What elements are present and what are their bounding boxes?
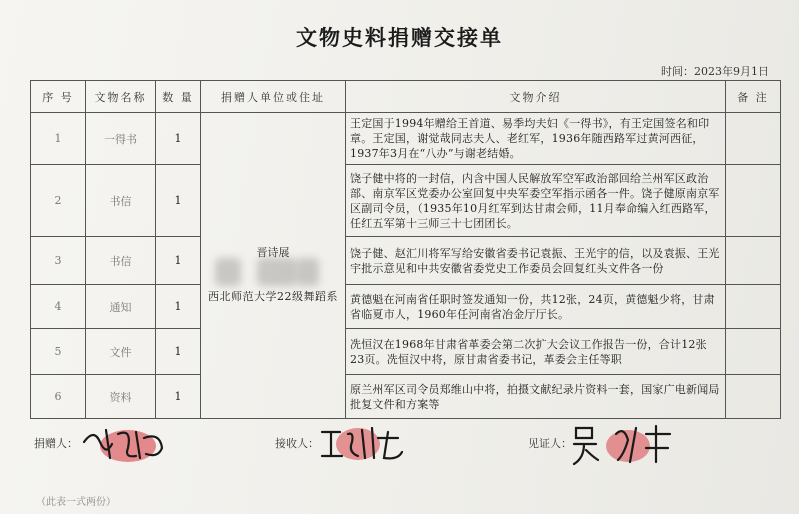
row-intro: 黄德魁在河南省任职时签发通知一份，共12张，24页，黄德魁少将，甘肃省临夏市人，1960年任河南省冶金厅厅长。 (346, 285, 726, 329)
donor-sig-label: 捐赠人： (34, 437, 78, 450)
row-intro: 王定国于1994年赠给王首道、易季均夫妇《一得书》，有王定国签名和印章。王定国，谢觉哉同志夫人、老红军，1936年随西路军过黄河西征，1937年3月在“八办”与谢老结婚。 (346, 113, 726, 165)
header-donor: 捐赠人单位或住址 (201, 81, 346, 113)
donor-name: 晋诗展 (256, 245, 290, 259)
receiver-signature-image (318, 422, 408, 466)
document-date: 时间：2023年9月1日 (661, 65, 769, 78)
row-qty: 1 (156, 165, 201, 237)
header-note: 备 注 (726, 81, 781, 113)
witness-sig-label: 见证人： (528, 437, 572, 450)
row-seq: 3 (31, 237, 86, 285)
table-row (31, 375, 781, 419)
table-row (31, 113, 781, 165)
row-intro: 冼恒汉在1968年甘肃省革委会第二次扩大会议工作报告一份，合计12张23页。冼恒汉中将，原甘肃省委书记，革委会主任等职 (346, 329, 726, 375)
receiver-sig-label: 接收人： (275, 437, 319, 450)
row-seq: 2 (31, 165, 86, 237)
row-name: 文件 (86, 329, 156, 375)
row-intro: 饶子健中将的一封信，内含中国人民解放军空军政治部回给兰州军区政治部、南京军区党委办公室回复中央军委空军指示函各一件。饶子健原南京军区副司令员，（1935年10月红军到达甘肃会师，11月奉命编入红西路军，任红五军第十三师三十七团团长。 (346, 165, 726, 237)
row-intro: 原兰州军区司令员郑维山中将，拍摄文献纪录片资料一套，国家广电新闻局批复文件和方案等 (346, 375, 726, 419)
header-name: 文物名称 (86, 81, 156, 113)
row-seq: 6 (31, 375, 86, 419)
header-intro: 文物介绍 (346, 81, 726, 113)
row-name: 书信 (86, 237, 156, 285)
donation-table (30, 80, 781, 419)
row-seq: 1 (31, 113, 86, 165)
witness-signature-image (572, 420, 682, 468)
document-title: 文物史料捐赠交接单 (296, 25, 503, 50)
row-seq: 5 (31, 329, 86, 375)
row-name: 资料 (86, 375, 156, 419)
donor-unit: 西北师范大学22级舞蹈系 (208, 289, 338, 303)
row-qty: 1 (156, 113, 201, 165)
row-note (726, 113, 781, 165)
row-note (726, 329, 781, 375)
header-qty: 数 量 (156, 81, 201, 113)
table-header-row (31, 81, 781, 113)
table-row (31, 285, 781, 329)
table-row (31, 165, 781, 237)
redaction-blur (297, 258, 319, 286)
row-name: 书信 (86, 165, 156, 237)
redaction-blur (215, 258, 241, 286)
donor-signature-image (78, 420, 178, 468)
row-note (726, 285, 781, 329)
row-seq: 4 (31, 285, 86, 329)
table-row (31, 237, 781, 285)
row-qty: 1 (156, 329, 201, 375)
header-seq: 序 号 (31, 81, 86, 113)
row-qty: 1 (156, 285, 201, 329)
row-name: 通知 (86, 285, 156, 329)
row-qty: 1 (156, 375, 201, 419)
table-row (31, 329, 781, 375)
row-intro: 饶子健、赵汇川将军写给安徽省委书记袁振、王光宇的信，以及袁振、王光宇批示意见和中共安徽省委党史工作委员会回复红头文件各一份 (346, 237, 726, 285)
row-note (726, 237, 781, 285)
donor-cell (201, 113, 346, 419)
row-note (726, 375, 781, 419)
redaction-blur (257, 258, 297, 286)
row-note (726, 165, 781, 237)
copies-footnote: （此表一式两份） (36, 497, 116, 508)
row-qty: 1 (156, 237, 201, 285)
row-name: 一得书 (86, 113, 156, 165)
